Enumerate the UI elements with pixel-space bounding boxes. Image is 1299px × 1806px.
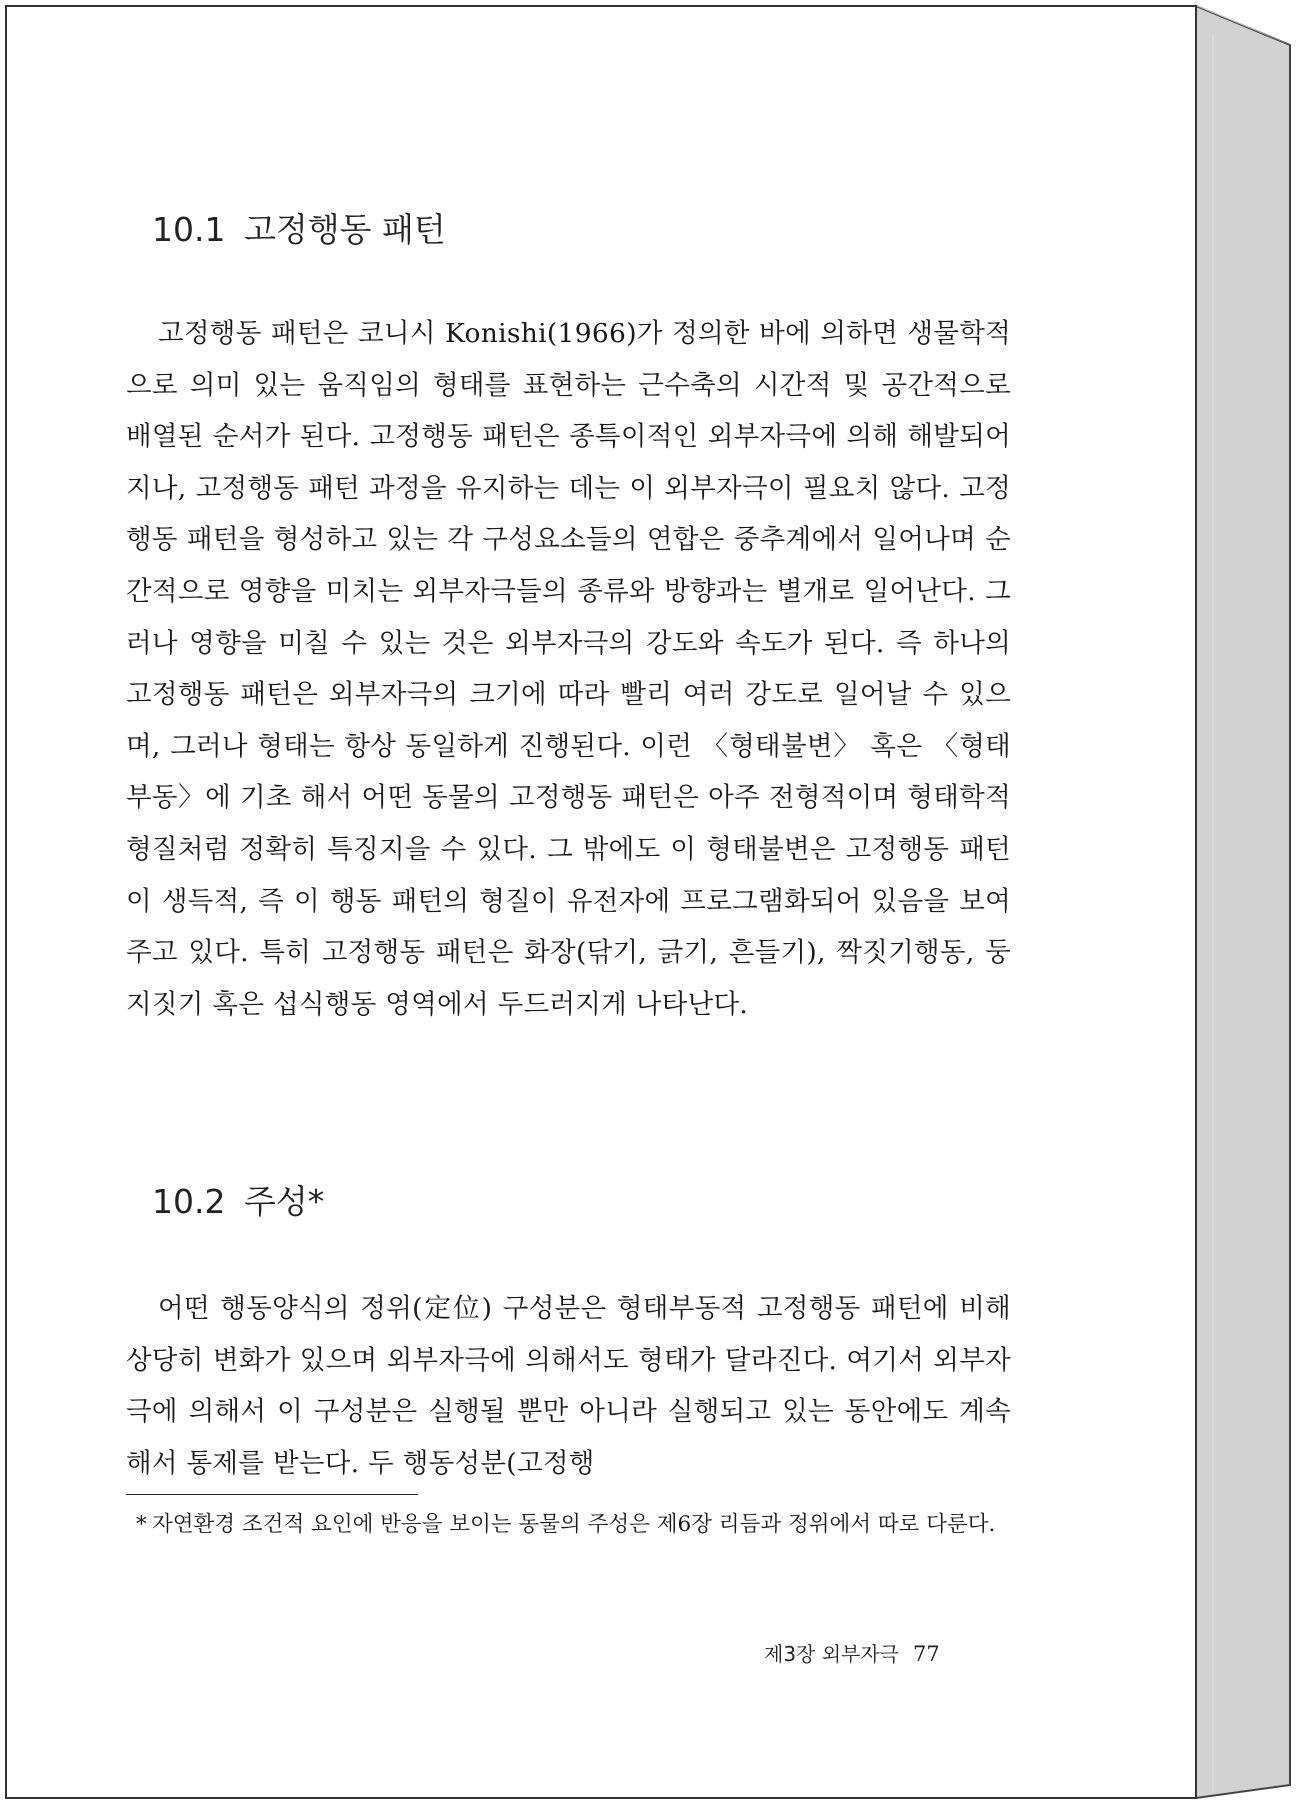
section-heading-10-2 (152, 1176, 324, 1223)
chapter-label: 제3장 외부자극 (764, 1642, 900, 1666)
section-number: 10.2 (152, 1182, 226, 1221)
page-footer (764, 1638, 940, 1667)
page-number: 77 (913, 1642, 940, 1666)
section-title: 주성* (244, 1182, 325, 1221)
book-page (6, 6, 1194, 1796)
section-heading-10-1 (152, 204, 446, 251)
footnote (136, 1506, 1012, 1543)
section-title: 고정행동 패턴 (244, 210, 446, 249)
body-paragraph-1: 고정행동 패턴은 코니시 Konishi(1966)가 정의한 바에 의하면 생물학적으로 의미 있는 움직임의 형태를 표현하는 근수축의 시간적 및 공간적으로 배열된 순서가 된다. 고정행동 패턴은 종특이적인 외부자극에 의해 해발되어지나, 고정행동 패턴 과정을 유지하는 데는 이 외부자극이 필요치 않다. 고정행동 패턴을 형성하고 있는 각 구성요소들의 연합은 중추계에서 일어나며 순간적으로 영향을 미치는 외부자극들의 종류와 방향과는 별개로 일어난다. 그러나 영향을 미칠 수 있는 것은 외부자극의 강도와 속도가 된다. 즉 하나의 고정행동 패턴은 외부자극의 크기에 따라 빨리 여러 강도로 일어날 수 있으며, 그러나 형태는 항상 동일하게 진행된다. 이런 〈형태불변〉 혹은 〈형태부동〉에 기초 해서 어떤 동물의 고정행동 패턴은 아주 전형적이며 형태학적 형질처럼 정확히 특징지을 수 있다. 그 밖에도 이 형태불변은 고정행동 패턴이 생득적, 즉 이 행동 패턴의 형질이 유전자에 프로그램화되어 있음을 보여주고 있다. 특히 고정행동 패턴은 화장(닦기, 긁기, 흔들기), 짝짓기행동, 둥지짓기 혹은 섭식행동 영역에서 두드러지게 나타난다. (126, 318, 1011, 1020)
footnote-text: 자연환경 조건적 요인에 반응을 보이는 동물의 주성은 제6장 리듬과 정위에서 따로 다룬다. (152, 1512, 996, 1537)
footnote-marker: * (136, 1512, 147, 1537)
footnote-divider (126, 1494, 418, 1495)
section-number: 10.1 (152, 210, 226, 249)
body-paragraph-2: 어떤 행동양식의 정위(定位) 구성분은 형태부동적 고정행동 패턴에 비해 상당히 변화가 있으며 외부자극에 의해서도 형태가 달라진다. 여기서 외부자극에 의해서 이 구성분은 실행될 뿐만 아니라 실행되고 있는 동안에도 계속해서 통제를 받는다. 두 행동성분(고정행 (126, 1293, 1011, 1479)
